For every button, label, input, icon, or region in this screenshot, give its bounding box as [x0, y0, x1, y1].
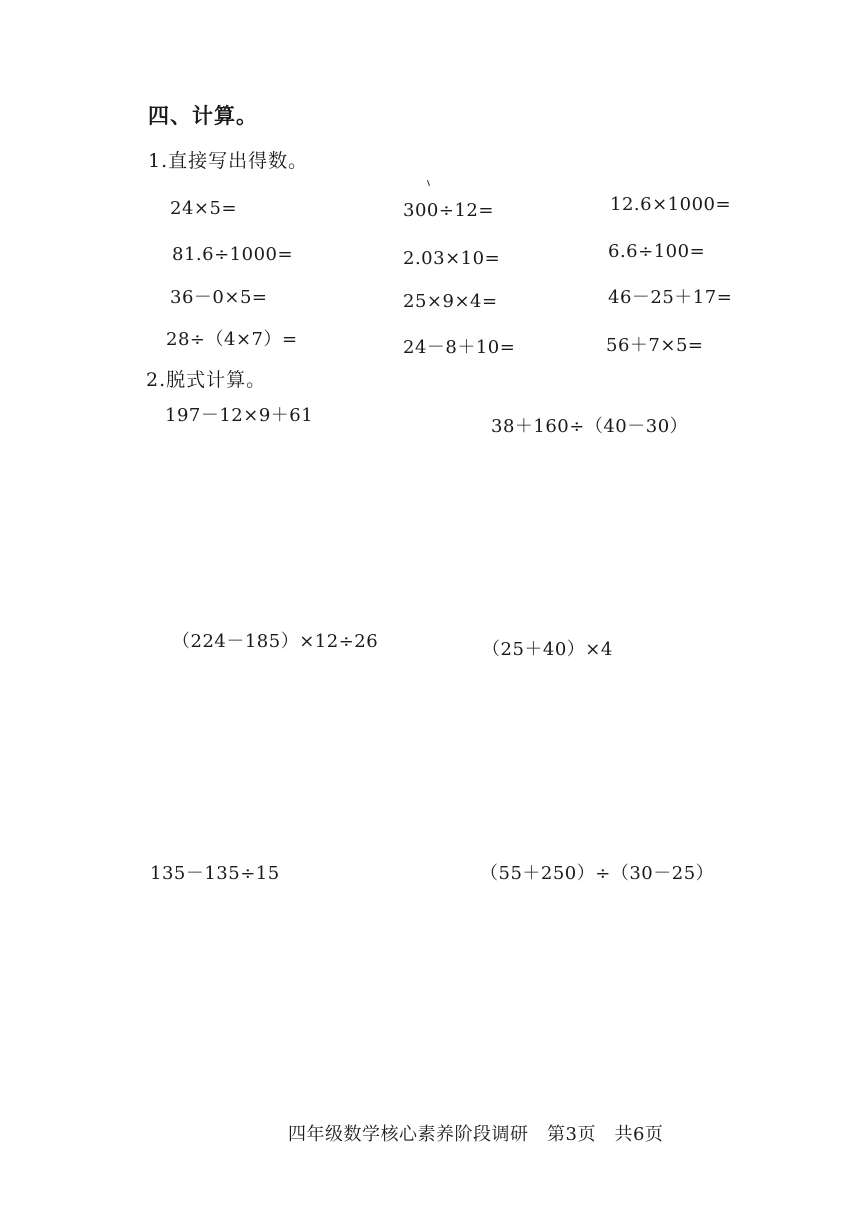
- mental-item: 6.6÷100=: [608, 241, 706, 262]
- mental-item: 28÷（4×7）=: [166, 329, 298, 350]
- mental-item: 12.6×1000=: [610, 194, 732, 215]
- mental-item: 46－25＋17=: [608, 287, 733, 308]
- mental-item: 81.6÷1000=: [172, 244, 294, 265]
- mental-item: 2.03×10=: [403, 248, 501, 269]
- calc-problem: 135－135÷15: [150, 863, 280, 884]
- mental-item: 300÷12=: [403, 200, 494, 221]
- mental-item: 56＋7×5=: [606, 335, 704, 356]
- mental-item: 24－8＋10=: [403, 337, 516, 358]
- part1-title: 1.直接写出得数。: [148, 150, 309, 172]
- mental-item: 24×5=: [170, 198, 238, 219]
- page-footer: 四年级数学核心素养阶段调研 第3页 共6页: [288, 1124, 664, 1145]
- mental-item: 25×9×4=: [403, 291, 498, 312]
- calc-problem: （55＋250）÷（30－25）: [480, 863, 715, 884]
- calc-problem: 197－12×9＋61: [165, 405, 314, 426]
- part2-title: 2.脱式计算。: [146, 369, 267, 391]
- stray-pen-mark: [427, 180, 430, 186]
- mental-item: 36－0×5=: [170, 287, 268, 308]
- section-title: 四、计算。: [148, 104, 258, 128]
- calc-problem: （25＋40）×4: [482, 639, 613, 660]
- calc-problem: （224－185）×12÷26: [172, 631, 379, 652]
- calc-problem: 38＋160÷（40－30）: [491, 416, 689, 437]
